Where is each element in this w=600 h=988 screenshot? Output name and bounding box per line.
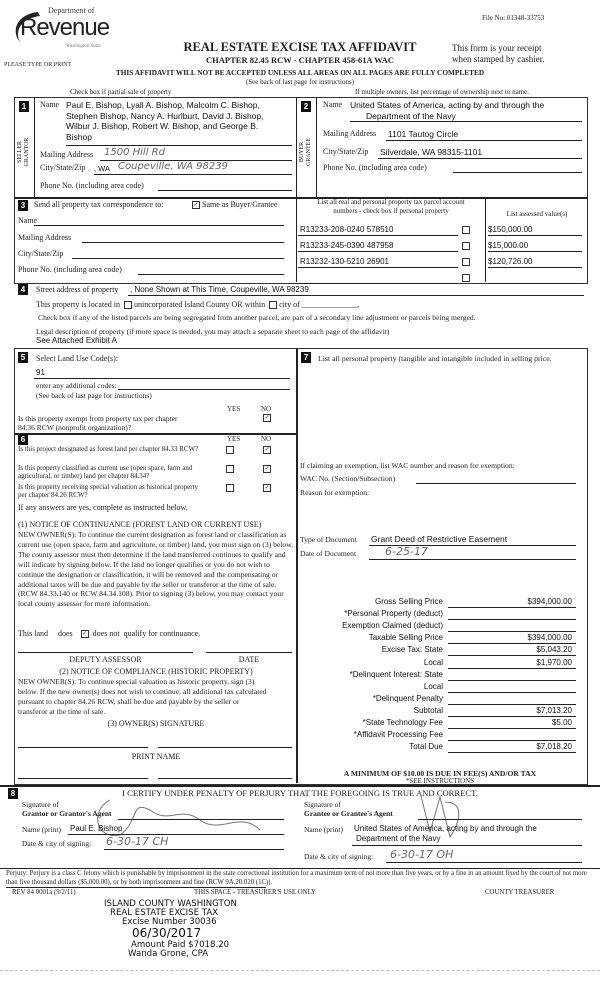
land-use-label: Select Land Use Code(s): xyxy=(36,354,118,363)
tax-calc-underline xyxy=(448,643,576,644)
tax-calc-label: *Affidavit Processing Fee xyxy=(353,730,443,740)
corr-phone-label: Phone No. (including area code) xyxy=(18,265,122,274)
no-header-6: NO xyxy=(261,435,272,443)
seller-city-handwritten: Coupeville, WA 98239 xyxy=(118,161,228,172)
tax-calc-underline xyxy=(448,607,576,608)
section6-no-checkbox[interactable]: ✓ xyxy=(264,466,270,473)
tax-calc-underline xyxy=(448,752,576,753)
seller-name-line: Paul E. Bishop, Lyall A. Bishop, Malcolm C. Bishop, xyxy=(66,100,260,110)
buyer-city-label: City/State/Zip xyxy=(323,147,369,156)
section6-question-cont: agricultural, or timber) land per chapter 84.34? xyxy=(18,472,150,480)
buyer-phone-label: Phone No. (including area code) xyxy=(323,163,427,172)
tax-calc-value[interactable]: $394,000.00 xyxy=(527,597,572,606)
located-in-line: This property is located in unincorporated Island County OR within city of ______________. xyxy=(36,300,360,309)
tax-calc-value[interactable]: $5,043.20 xyxy=(536,645,572,655)
buyer-name-label: Name xyxy=(323,100,343,109)
section-number-2: 2 xyxy=(301,101,311,112)
land-use-code-field[interactable]: 91 xyxy=(36,368,45,377)
unincorporated-checkbox[interactable] xyxy=(124,301,132,309)
doc-date-field[interactable]: 6-25-17 xyxy=(385,545,428,558)
if-yes-note: If any answers are yes, complete as instructed below. xyxy=(18,503,188,512)
tax-calc-label: Local xyxy=(423,681,443,691)
tax-calc-underline xyxy=(448,631,576,632)
logo-text-dept: Department of xyxy=(48,6,95,15)
section6-question: Is this project designated as forest land per chapter 84.33 RCW? xyxy=(18,445,199,453)
tax-calc-underline xyxy=(448,704,576,705)
grantee-sig-label-1: Signature of xyxy=(304,800,341,809)
tax-calc-underline xyxy=(448,619,576,620)
legal-description-field[interactable]: See Attached Exhibit A xyxy=(36,336,117,345)
tax-calc-value[interactable]: $394,000.00 xyxy=(527,633,572,643)
grantee-name-label: Name (print) xyxy=(304,825,343,834)
buyer-mailing-label: Mailing Address xyxy=(323,129,377,138)
tax-calc-underline xyxy=(448,740,576,741)
see-back-note: (See back of last page for instructions) xyxy=(245,78,355,86)
assessed-value-field[interactable]: $120,726.00 xyxy=(488,257,533,266)
city-of-checkbox[interactable] xyxy=(269,301,277,309)
tax-calc-label: *State Technology Fee xyxy=(362,718,443,727)
grantee-name-field[interactable] xyxy=(354,824,537,844)
parcel-underline xyxy=(298,235,458,236)
tax-calc-label: *Delinquent Interest: State xyxy=(349,669,443,679)
correspondence-label: Send all property tax correspondence to: xyxy=(34,200,164,209)
certification-statement: I CERTIFY UNDER PENALTY OF PERJURY THAT THE FOREGOING IS TRUE AND CORRECT. xyxy=(122,788,478,798)
personal-property-checkbox[interactable] xyxy=(460,241,472,250)
parcel-number-field[interactable]: R13233-245-0390 487958 xyxy=(300,241,394,250)
seller-name-line: Bishop xyxy=(66,131,92,142)
tax-calc-value[interactable]: $7,013.20 xyxy=(536,705,572,715)
doc-type-label: Type of Document xyxy=(300,535,357,544)
section6-question-cont: per chapter 84.26 RCW? xyxy=(18,491,88,499)
parcel-underline xyxy=(298,251,458,252)
yes-header: YES xyxy=(227,405,241,413)
continuance-title: (1) NOTICE OF CONTINUANCE (FOREST LAND OR CURRENT USE) xyxy=(18,520,262,529)
parcel-underline xyxy=(298,267,458,268)
receipt-note-2: when stamped by cashier. xyxy=(452,54,545,64)
unincorporated-label: unincorporated Island County OR within xyxy=(133,300,266,309)
seller-city-label: City/State/Zip xyxy=(40,163,86,172)
receipt-note-1: This form is your receipt xyxy=(452,43,542,53)
section6-no-checkbox[interactable]: ✓ xyxy=(264,485,270,492)
continuance-text: NEW OWNER(S): To continue the current designation as forest land or classification as current use (open space, farm and agriculture, or timber) land, you must sign on (3) below. The county assessor must then determine if the land transferred continues to qualify and will indicate by signing below. If the land no longer qualifies or you do not wish to continue the designation or classification, it will be removed and the compensating or additional taxes will be due and payable by the seller or transferor at the time of sale. (RCW 84.33.140 or RCW 84.34.108). Prior to signing (3) below, you may contact your local county assessor for more information. xyxy=(18,530,294,609)
does-not-label: does not xyxy=(92,629,120,638)
stamp-excise-number: Excise Number 30036 xyxy=(122,917,217,927)
same-as-buyer-label: Same as Buyer/Grantee xyxy=(202,200,278,209)
grantee-sig-label-2: Grantee or Grantee's Agent xyxy=(304,809,393,818)
seller-phone-label: Phone No. (including area code) xyxy=(40,181,144,190)
assessed-value-field[interactable]: $150,000.00 xyxy=(488,225,533,234)
corr-city-label: City/State/Zip xyxy=(18,249,64,258)
exempt-question-2: 84.36 RCW (nonprofit organization)? xyxy=(18,423,132,432)
please-type-note: PLEASE TYPE OR PRINT xyxy=(4,62,72,68)
section-number-6: 6 xyxy=(18,434,28,445)
does-option[interactable]: does xyxy=(58,629,73,638)
assessed-value-field[interactable]: $15,000.00 xyxy=(488,241,529,250)
tax-calc-value[interactable]: $7,018.20 xyxy=(536,742,572,752)
seller-mailing-field[interactable]: 1500 Hill Rd xyxy=(104,147,165,158)
seller-city-field[interactable]: , WA xyxy=(94,164,110,173)
exempt-question-1: Is this property exempt from property tax per chapter xyxy=(18,414,178,423)
perjury-notice: Perjury: Perjury is a class C felony which is punishable by imprisonment in the state correctional institution for a maximum term of not more than five years, or by a fine in an amount fixed by the court of not more than five thousand dollars ($5,000.00), or by both imprisonment and fine (RCW 9A.20.020 (1C)). xyxy=(6,870,587,886)
street-address-label: Street address of property xyxy=(36,285,119,294)
compliance-text: NEW OWNER(S): To continue special valuation as historic property, sign (3) below. If the new owner(s) does not wish to continue, all additional tax calculated pursuant to chapter 84.26 RCW, shall be due and payable by the seller or transferor at the time of sale. xyxy=(18,677,267,716)
grantor-date-label: Date & city of signing: xyxy=(22,839,92,848)
grantor-name-label: Name (print) xyxy=(22,825,61,834)
no-header: NO xyxy=(261,405,272,413)
grantee-date-label: Date & city of signing: xyxy=(304,852,374,861)
owner-signature-label: (3) OWNER(S) SIGNATURE xyxy=(107,719,205,728)
segregated-checkbox-label[interactable]: Check box if any of the listed parcels are being segregated from another parcel, are part of a secondary line adjustment or parcels being merged. xyxy=(38,313,476,322)
tax-calc-label: Gross Selling Price xyxy=(374,597,443,606)
section6-question: Is this property receiving special valuation as historical property xyxy=(18,483,199,491)
grantee-name-line: United States of America, acting by and through the xyxy=(354,824,537,833)
stamp-date: 06/30/2017 xyxy=(132,926,202,940)
section-number-7: 7 xyxy=(301,352,311,363)
stamp-tax: REAL ESTATE EXCISE TAX xyxy=(110,908,219,918)
continuance-qualify-line xyxy=(18,629,200,638)
corr-mailing-label: Mailing Address xyxy=(18,233,72,242)
file-number: File No: 01348-33753 xyxy=(482,14,545,22)
section-number-3: 3 xyxy=(18,200,28,211)
treasurer-use-label: THIS SPACE - TREASURER'S USE ONLY xyxy=(194,889,316,896)
tax-calc-label: *Delinquent Penalty xyxy=(372,693,443,703)
section6-yes-checkbox[interactable] xyxy=(224,445,236,454)
form-title: REAL ESTATE EXCISE TAX AFFIDAVIT xyxy=(183,40,417,54)
see-instructions-note: *SEE INSTRUCTIONS xyxy=(405,777,475,785)
parcel-number-field[interactable]: R13232-130-5210 26901 xyxy=(300,257,389,266)
personal-property-checkbox[interactable] xyxy=(460,257,472,266)
corr-name-label: Name xyxy=(18,216,38,225)
stamp-official: Wanda Grone, CPA xyxy=(128,949,209,959)
reason-label: Reason for exemption: xyxy=(300,488,370,497)
this-land-label: This land xyxy=(18,629,48,638)
seller-name-line: Wilbur J. Bishop, Robert W. Bishop, and George B. xyxy=(66,121,259,131)
value-underline xyxy=(488,235,582,236)
tax-calc-value[interactable]: $5.00 xyxy=(551,718,572,727)
section-number-5: 5 xyxy=(18,352,28,363)
exemption-label: If claiming an exemption, list WAC number and reason for exemption: xyxy=(300,461,515,470)
partial-sale-checkbox-label[interactable]: Check box if partial sale of property xyxy=(70,88,172,96)
tax-calc-underline xyxy=(448,655,576,656)
tax-calc-underline xyxy=(448,692,576,693)
tax-calc-label: Excise Tax: State xyxy=(381,645,443,655)
grantor-sig-label-2: Grantor or Grantor's Agent xyxy=(22,809,112,818)
value-underline xyxy=(488,283,582,284)
parcels-header-1: List all real and personal property tax parcel account xyxy=(317,198,465,206)
yes-header-6: YES xyxy=(227,435,241,443)
section6-no-checkbox[interactable]: ✓ xyxy=(264,447,270,454)
grantor-name-field[interactable]: Paul E. Bishop xyxy=(70,824,123,833)
tax-calc-underline xyxy=(448,668,576,669)
seller-name-label: Name xyxy=(40,100,60,109)
city-of-label: city of xyxy=(279,300,300,309)
multiple-owners-note: If multiple owners, list percentage of ownership next to name. xyxy=(355,88,529,96)
land-use-see-back: (See back of last page for instructions) xyxy=(36,391,152,400)
doc-date-label: Date of Document xyxy=(300,549,357,558)
tax-calc-label: Total Due xyxy=(409,742,443,752)
stamp-amount: Amount Paid $7018.20 xyxy=(131,940,230,950)
qualify-label: qualify for continuance. xyxy=(123,629,201,638)
buyer-city-field[interactable]: Silverdale, WA 98315-1101 xyxy=(380,147,483,157)
tax-calc-label: Exemption Claimed (deduct) xyxy=(342,621,443,631)
tax-calc-label: Local xyxy=(423,657,443,667)
section-number-4: 4 xyxy=(18,284,28,295)
deputy-assessor-label: DEPUTY ASSESSOR xyxy=(69,655,142,664)
doc-type-field[interactable]: Grant Deed of Restrictive Easement xyxy=(371,534,508,544)
personal-property-checkbox[interactable] xyxy=(460,225,472,234)
value-underline xyxy=(488,251,582,252)
buyer-name-line: Department of the Navy xyxy=(366,110,456,121)
additional-codes-label: enter any additional codes: xyxy=(36,381,117,390)
compliance-title: (2) NOTICE OF COMPLIANCE (HISTORIC PROPERTY) xyxy=(59,667,253,676)
stamp-county: ISLAND COUNTY WASHINGTON xyxy=(104,899,237,909)
parcels-header-2: numbers - check box if personal property xyxy=(333,207,449,215)
tax-calc-label: Taxable Selling Price xyxy=(368,633,443,643)
revenue-logo xyxy=(8,4,118,62)
seller-name-line: Stephen Bishop, Nancy A. Hurlburt, David J. Bishop, xyxy=(66,110,264,121)
county-treasurer-label: COUNTY TREASURER xyxy=(485,889,555,896)
tax-calc-underline xyxy=(448,680,576,681)
buyer-name-line: United States of America, acting by and through the xyxy=(350,100,545,110)
date-label: DATE xyxy=(238,655,260,664)
tax-calc-label: *Personal Property (deduct) xyxy=(344,609,443,619)
tax-calc-underline xyxy=(448,728,576,729)
tax-calc-label: Subtotal xyxy=(413,705,443,715)
grantor-sig-label-1: Signature of xyxy=(22,800,59,809)
wac-label: WAC No. (Section/Subsection) xyxy=(300,474,396,483)
section-number-8: 8 xyxy=(8,788,18,799)
does-not-checkbox[interactable]: ✓ xyxy=(82,631,88,638)
buyer-mailing-field[interactable]: 1101 Tautog Circle xyxy=(388,129,459,139)
section6-question: Is this property classified as current use (open space, farm and xyxy=(18,464,193,472)
logo-text-state: Washington State xyxy=(66,44,101,49)
grantor-date-field[interactable]: 6-30-17 CH xyxy=(106,835,169,848)
located-label: This property is located in xyxy=(36,300,120,309)
section6-yes-checkbox[interactable] xyxy=(224,464,236,473)
grantee-date-field[interactable]: 6-30-17 OH xyxy=(390,848,454,861)
minimum-due-note: A MINIMUM OF $10.00 IS DUE IN FEE(S) AND/OR TAX xyxy=(343,769,537,778)
street-address-field[interactable]: , None Shown at This Time, Coupeville, WA 98239 xyxy=(130,285,309,294)
form-chapter: CHAPTER 82.45 RCW - CHAPTER 458-61A WAC xyxy=(206,55,394,65)
same-as-buyer-checkbox[interactable]: ✓ Same as Buyer/Grantee xyxy=(193,200,278,209)
print-name-label: PRINT NAME xyxy=(131,752,181,761)
grantee-name-line: Department of the Navy xyxy=(356,834,441,843)
personal-property-label: List all personal property (tangible and intangible included in selling price. xyxy=(318,354,552,363)
form-revision: REV 84 0001a (9/2/11) xyxy=(12,889,76,896)
assessed-values-header: List assessed value(s) xyxy=(506,210,568,218)
seller-side-label: SELLER GRANTOR xyxy=(17,137,30,167)
exempt-no-checkbox[interactable]: ✓ xyxy=(264,415,270,422)
value-underline xyxy=(488,267,582,268)
buyer-name-field[interactable] xyxy=(350,100,544,121)
tax-calc-value[interactable]: $1,970.00 xyxy=(536,657,572,667)
section-number-1: 1 xyxy=(19,101,29,112)
completion-warning: THIS AFFIDAVIT WILL NOT BE ACCEPTED UNLESS ALL AREAS ON ALL PAGES ARE FULLY COMPLETED xyxy=(115,68,485,77)
legal-description-label: Legal description of property (if more space is needed, you may attach a separate sheet to each page of the affidavit) xyxy=(36,327,390,336)
seller-name-field[interactable] xyxy=(66,100,264,142)
tax-calc-underline xyxy=(448,716,576,717)
personal-property-checkbox[interactable] xyxy=(460,273,472,282)
section6-yes-checkbox[interactable] xyxy=(224,483,236,492)
logo-text-revenue: Revenue xyxy=(20,14,110,41)
seller-mailing-label: Mailing Address xyxy=(40,150,94,159)
parcel-number-field[interactable]: R13233-208-0240 578510 xyxy=(300,225,394,234)
parcel-underline xyxy=(298,283,458,284)
buyer-side-label: BUYER GRANTEE xyxy=(299,138,312,166)
